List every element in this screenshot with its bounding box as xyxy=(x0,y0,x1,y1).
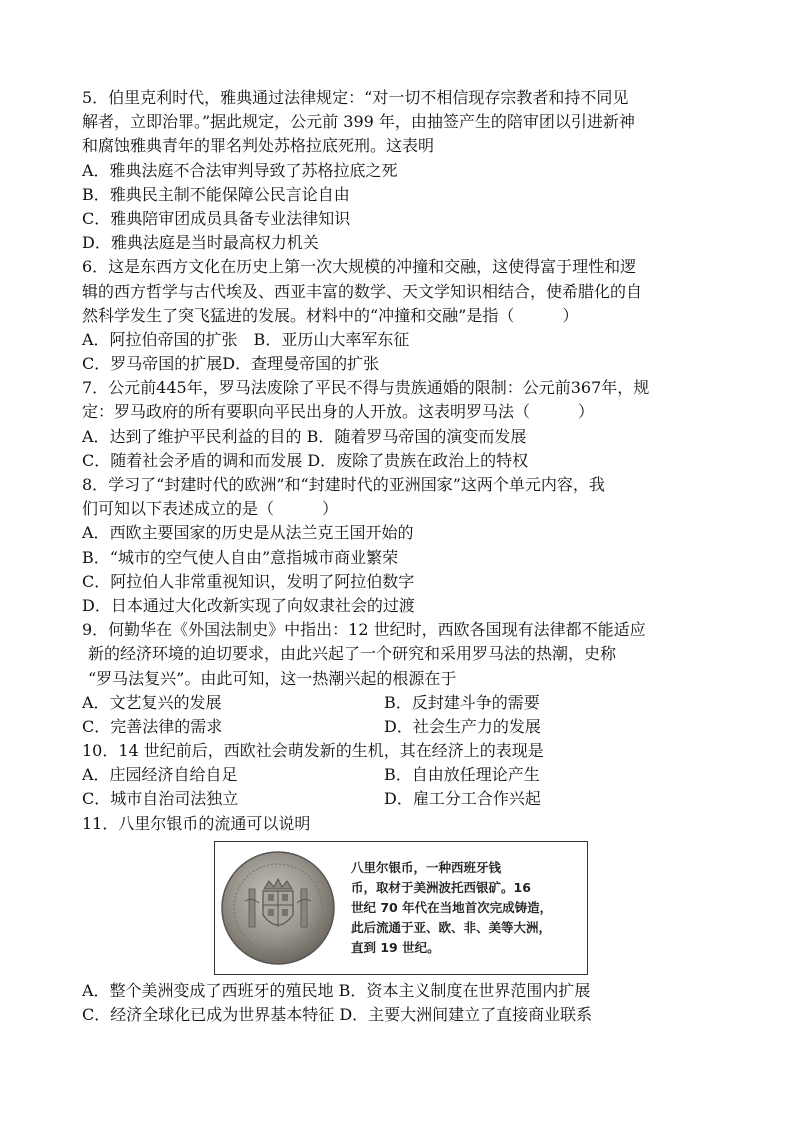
option-b: B．反封建斗争的需要 xyxy=(384,692,540,712)
question-stem-line: “罗马法复兴”。由此可知，这一热潮兴起的根源在于 xyxy=(88,668,457,688)
option-row xyxy=(82,763,722,787)
option-a: A．文艺复兴的发展 xyxy=(82,692,222,712)
option-b: B．“城市的空气使人自由”意指城市商业繁荣 xyxy=(82,547,399,567)
caption-line: 直到 19 世纪。 xyxy=(351,939,440,955)
option-a: A．西欧主要国家的历史是从法兰克王国开始的 xyxy=(82,523,414,543)
option-c: C．完善法律的需求 xyxy=(82,716,223,736)
caption-line: 此后流通于亚、欧、非、美等大洲， xyxy=(351,919,552,935)
question-stem-line: 8．学习了“封建时代的欧洲”和“封建时代的亚洲国家”这两个单元内容，我 xyxy=(82,475,605,494)
option-cd: C．经济全球化已成为世界基本特征 D．主要大洲间建立了直接商业联系 xyxy=(82,1005,593,1024)
option-c: C．阿拉伯人非常重视知识，发明了阿拉伯数字 xyxy=(82,571,415,591)
option-row xyxy=(82,715,722,739)
question-7 xyxy=(82,376,722,473)
exam-page xyxy=(82,86,722,1027)
question-stem-line: 和腐蚀雅典青年的罪名判处苏格拉底死刑。这表明 xyxy=(82,136,435,156)
question-stem-line: 9．何勤华在《外国法制史》中指出：12 世纪时，西欧各国现有法律都不能适应 xyxy=(82,620,646,640)
option-ab: A．整个美洲变成了西班牙的殖民地 B．资本主义制度在世界范围内扩展 xyxy=(82,980,591,1000)
option-d: D．雇工分工合作兴起 xyxy=(384,789,541,809)
question-5 xyxy=(82,86,722,255)
question-9 xyxy=(82,618,722,739)
question-stem-line: 6．这是东西方文化在历史上第一次大规模的冲撞和交融，这使得富于理性和逻 xyxy=(82,257,637,277)
question-stem-line: 辑的西方哲学与古代埃及、西亚丰富的数学、天文学知识相结合，使希腊化的自 xyxy=(82,281,643,301)
question-stem-line: 解者，立即治罪。”据此规定，公元前 399 年，由抽签产生的陪审团以引进新神 xyxy=(82,112,635,132)
caption-line: 八里尔银币，一种西班牙钱 xyxy=(351,859,502,875)
option-ab: A．阿拉伯帝国的扩张 B．亚历山大率军东征 xyxy=(82,329,410,349)
question-stem-line: 们可知以下表述成立的是（ ） xyxy=(82,499,339,519)
question-stem-line: 新的经济环境的迫切要求，由此兴起了一个研究和采用罗马法的热潮，史称 xyxy=(88,644,617,664)
question-6 xyxy=(82,255,722,376)
option-cd: C．随着社会矛盾的调和而发展 D．废除了贵族在政治上的特权 xyxy=(82,450,529,470)
question-stem-line: 10．14 世纪前后，西欧社会萌发新的生机，其在经济上的表现是 xyxy=(82,741,544,761)
question-stem-line: 定：罗马政府的所有要职向平民出身的人开放。这表明罗马法（ ） xyxy=(82,402,595,422)
option-ab: A．达到了维护平民利益的目的 B．随着罗马帝国的演变而发展 xyxy=(82,426,527,446)
question-10 xyxy=(82,739,722,812)
option-row xyxy=(82,691,722,715)
option-d: D．雅典法庭是当时最高权力机关 xyxy=(82,233,319,253)
option-c: C．雅典陪审团成员具备专业法律知识 xyxy=(82,208,351,228)
option-a: A．庄园经济自给自足 xyxy=(82,765,238,785)
option-d: D．日本通过大化改新实现了向奴隶社会的过渡 xyxy=(82,595,415,615)
silver-coin-image xyxy=(219,849,337,967)
option-d: D．社会生产力的发展 xyxy=(384,716,541,736)
option-b: B．雅典民主制不能保障公民言论自由 xyxy=(82,184,350,204)
caption-line: 币，取材于美洲波托西银矿。16 xyxy=(351,879,531,895)
option-row xyxy=(82,787,722,811)
question-8 xyxy=(82,473,722,618)
question-stem-line: 11．八里尔银币的流通可以说明 xyxy=(82,813,311,833)
option-b: B．自由放任理论产生 xyxy=(384,765,540,785)
question-11 xyxy=(82,812,722,1028)
caption-line: 世纪 70 年代在当地首次完成铸造， xyxy=(351,899,553,915)
coin-figure xyxy=(214,841,588,975)
option-c: C．城市自治司法独立 xyxy=(82,789,239,809)
coin-caption xyxy=(351,858,552,958)
question-stem-line: 7．公元前445年，罗马法废除了平民不得与贵族通婚的限制：公元前367年，规 xyxy=(82,378,650,398)
question-stem-line: 5．伯里克利时代，雅典通过法律规定：“对一切不相信现存宗教者和持不同见 xyxy=(82,88,629,107)
option-cd: C．罗马帝国的扩展D．查理曼帝国的扩张 xyxy=(82,354,380,374)
option-a: A．雅典法庭不合法审判导致了苏格拉底之死 xyxy=(82,160,398,180)
question-stem-line: 然科学发生了突飞猛进的发展。材料中的“冲撞和交融”是指（ ） xyxy=(82,305,579,325)
